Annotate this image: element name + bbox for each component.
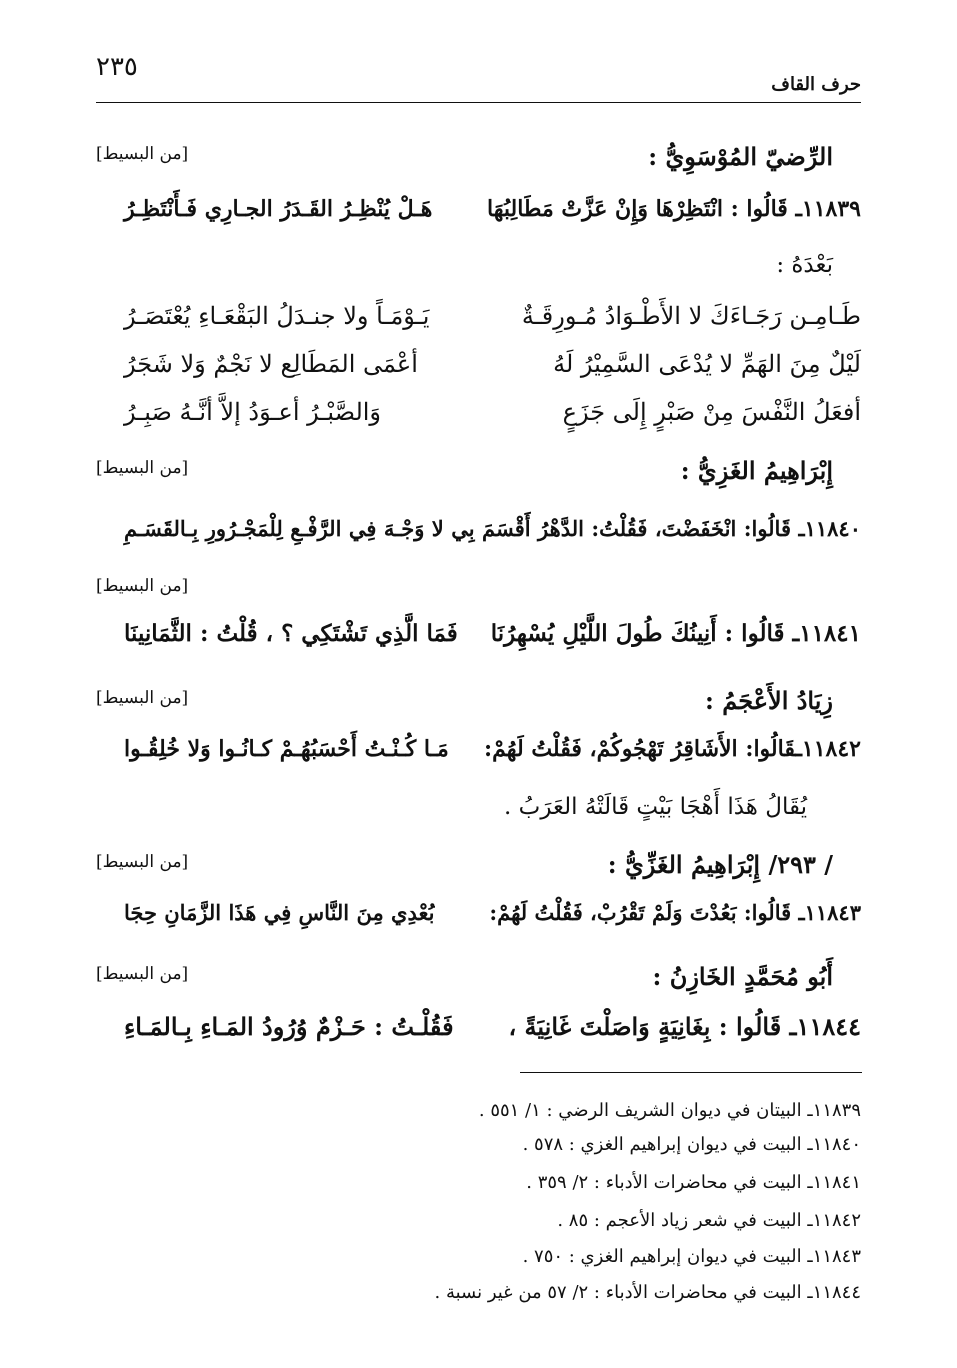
poet-name: أَبُو مُحَمَّدٍ الخَازِنُ :: [652, 962, 833, 991]
verse-row: [124, 900, 861, 942]
verse-first-hemistich: أفعَلُ النَّفْسَ مِنْ صَبْرٍ إِلَى جَزَعٍ: [562, 398, 861, 426]
footnote: ١١٨٤٤ـ البيت في محاضرات الأدباء : ٢/ ٥٧ من غير نسبة .: [434, 1282, 861, 1303]
verse-first-hemistich: ١١٨٤٤ـ قَالُوا : بِغَانِيَةٍ وَاصَلْتَ غَانِيَةً ،: [508, 1012, 861, 1041]
verse-first-hemistich: ١١٨٤٢ـقَالُوا: الأَشَاقِرُ تَهْجُوكُمْ، فَقُلْتُ لَهُمْ:: [484, 736, 861, 762]
verse-first-hemistich: ١١٨٤١ـ قَالُوا : أَنِينُكَ طُولَ اللَّيْلِ يُسْهِرُنَا: [490, 620, 861, 647]
verse-row: [124, 350, 861, 392]
verse-second-hemistich: مَـا كُـنْـتُ أَحْسَبُهُـمْ كـانُـوا وَلا خُلِقُـوا: [124, 736, 449, 762]
poet-name: زِيَادُ الأَعْجَمُ :: [705, 686, 833, 715]
verse-row: [124, 398, 861, 440]
page-number: ٢٣٥: [96, 52, 138, 82]
poet-name: / ٢٩٣/ إِبْرَاهِيمُ الغَزِّيُّ :: [607, 850, 833, 879]
verse-second-hemistich: يَـوْمَـاً ولا جنـدَلُ البَقْعَـاءِ يُعْتَصَـرُ: [124, 302, 430, 330]
verse-first-hemistich: ١١٨٤٣ـ قَالُوا: بَعُدْتَ وَلَمْ تَقْرُبْ، فَقُلْتُ لَهُمْ:: [489, 900, 861, 925]
meter-label: [من البسيط]: [96, 576, 189, 596]
verse-first-hemistich: طَـامِـن رَجَـاءَكَ لا الأَطْـوَادُ مُـورِقَـةٌ: [521, 302, 861, 330]
footnote: ١١٨٤٠ـ البيت في ديوان إبراهيم الغزي : ٥٧٨ .: [522, 1134, 861, 1155]
header-rule: [96, 102, 861, 103]
verse-first-hemistich: لَيْلٌ مِنَ الهَمِّ لا يُدْعَى السَّمِيْرُ لَهُ: [553, 350, 861, 378]
verse-second-hemistich: أعْمَى المَطَالِع لا نَجْمٌ وَلا شَجَرُ: [124, 350, 418, 378]
after-label: بَعْدَهُ :: [776, 252, 833, 278]
meter-label: [من البسيط]: [96, 688, 189, 708]
meter-label: [من البسيط]: [96, 964, 189, 984]
verse-row: [124, 196, 861, 238]
meter-label: [من البسيط]: [96, 144, 189, 164]
poet-name: إِبْرَاهِيمُ الغَزِيُّ :: [680, 456, 833, 485]
verse-first-hemistich: ١١٨٣٩ـ قَالُوا : انْتَظِرْهَا وَإِنْ عَزَّتْ مَطَالِبُهَا: [487, 196, 861, 222]
verse-row: [124, 620, 861, 662]
verse-row: [124, 1012, 861, 1054]
meter-label: [من البسيط]: [96, 852, 189, 872]
verse-full-line: ١١٨٤٠ـ قَالُوا: انْخَفَضْتَ، فَقُلْتُ: الدَّهْرُ أَقْسَمَ بِي لا وَجْـهَ فِي الرَّفْـعِ لِلْمَجْـرُورِ بِـالقَسَـمِ: [124, 516, 861, 541]
footnote-rule: [520, 1072, 862, 1073]
footnote: ١١٨٤٣ـ البيت في ديوان إبراهيم الغزي : ٧٥٠ .: [522, 1246, 861, 1267]
footnote: ١١٨٤٢ـ البيت في شعر زياد الأعجم : ٨٥ .: [557, 1210, 861, 1231]
footnote: ١١٨٤١ـ البيت في محاضرات الأدباء : ٢/ ٣٥٩ .: [526, 1172, 861, 1193]
verse-second-hemistich: وَالصَّبْـرُ أعـوَدُ إلاَّ أنَّـهُ صَبِـرُ: [124, 398, 382, 426]
verse-second-hemistich: بُعْدِي مِنَ النَّاسِ فِي هَذَا الزَّمَانِ حِجَا: [124, 900, 435, 925]
verse-row: [124, 302, 861, 344]
poet-name: الرِّضيّ المُوْسَوِيُّ :: [648, 142, 833, 171]
meter-label: [من البسيط]: [96, 458, 189, 478]
verse-second-hemistich: فَقُلْـتُ : حَـزْمٌ وُرُودُ المَـاءِ بِـالمَـاءِ: [124, 1012, 454, 1041]
verse-row: [124, 736, 861, 778]
running-head: حرف القاف: [771, 74, 861, 95]
verse-second-hemistich: فَمَا الَّذِي تَشْتَكِي ؟ ، قُلْتُ : الثَّمَانِينَا: [124, 620, 458, 647]
verse-second-hemistich: هَـلْ يُنْظِـرُ القَـدَرُ الجـارِي فَـأَنْتَظِـرُ: [124, 196, 433, 222]
verse-note: يُقَالُ هَذَا أَهْجَا بَيْتٍ قَالَتْهُ العَرَبُ .: [504, 794, 807, 820]
footnote: ١١٨٣٩ـ البيتان في ديوان الشريف الرضي : ١/ ٥٥١ .: [478, 1100, 861, 1121]
